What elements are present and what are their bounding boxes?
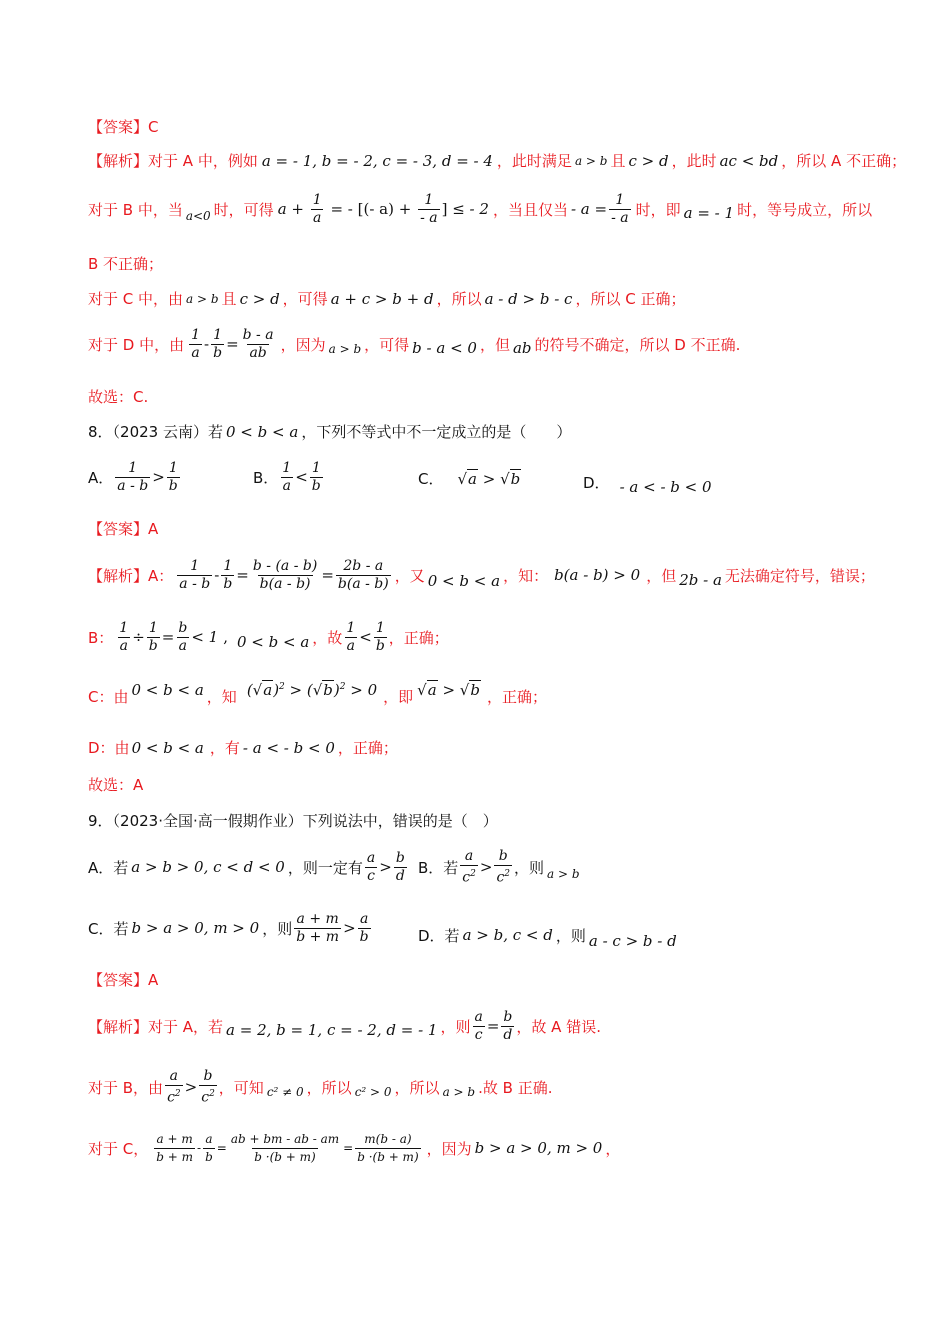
q9-answer: 【答案】A [88, 971, 159, 989]
q8-solution-d: D：由 0 < b < a ，有 - a < - b < 0 ，正确； [88, 738, 398, 757]
q9-option-d: D．若 a > b, c < d ，则 a - c > b - d [418, 926, 677, 950]
q9-solution-c: 对于 C， $\frac{a + m}{b + m}$ - $\frac{a}{b}$ = $\frac{ab + bm - ab - am}{b \cdot(b + m)}$ = $\frac{m(b - a)}{b \cdot(b + m)}$ ，因为 b > a > 0, m > 0 ， [88, 1131, 621, 1164]
q8-b-result: $\frac{1}{a}$ < $\frac{1}{b}$ [346, 619, 385, 654]
q8-solution-c: C：由 0 < b < a ，知 $(√a)^2 > (√b)^2 > 0$ ，即 √a > √b ，正确； [88, 681, 547, 706]
q8-option-d: D． - a < - b < 0 [583, 473, 712, 496]
q8-c-expression: $(√a)^2 > (√b)^2 > 0$ [246, 681, 378, 699]
q8-stem: 8．（2023 云南）若 0 < b < a ，下列不等式中不一定成立的是（ ） [88, 422, 572, 441]
q7-final: 故选：C. [88, 388, 149, 406]
q8-option-b: B． $\frac{1}{a}$ < $\frac{1}{b}$ [253, 459, 321, 494]
q9-option-b: B．若 $\frac{a}{c^2}$ > $\frac{b}{c^2}$ ，则 a > b [418, 847, 580, 886]
q7-solution-b: 对于 B 中，当 a<0 时，可得 a + $\frac{1}{a}$ = - [(- a) + $\frac{1}{- a}$ ] ≤ - 2 ，当且仅当 - a = $\frac{1}{- a}$ 时，即 a = - 1 时，等号成立，所以 [88, 191, 873, 226]
q7-b-equality: - a = $\frac{1}{- a}$ [570, 191, 629, 226]
q8-option-a: A． $\frac{1}{a - b}$ > $\frac{1}{b}$ [88, 459, 178, 494]
q8-solution-b: B： $\frac{1}{a}$ ÷ $\frac{1}{b}$ = $\frac{b}{a}$ < 1 , 0 < b < a ，故 $\frac{1}{a}$ < $\frac{1}{b}$ ，正确； [88, 619, 449, 654]
q8-a-expression: $\frac{1}{a - b}$ - $\frac{1}{b}$ = $\frac{b - (a - b)}{b(a - b)}$ = $\frac{2b - a}{b(a - b)}$ [179, 557, 389, 592]
q7-answer: 【答案】C [88, 118, 159, 136]
q9-a-expression: $\frac{a}{c}$ = $\frac{b}{d}$ [474, 1008, 513, 1043]
q9-solution-b: 对于 B，由 $\frac{a}{c^2}$ > $\frac{b}{c^2}$ ，可知 c² ≠ 0 ，所以 c² > 0 ，所以 a > b .故 B 正确. [88, 1067, 553, 1106]
q8-final: 故选：A [88, 776, 144, 794]
q9-stem: 9．（2023·全国·高一假期作业）下列说法中，错误的是（ ） [88, 812, 498, 830]
q7-d-expression: $\frac{1}{a}$ - $\frac{1}{b}$ = $\frac{b - a}{ab}$ [191, 326, 274, 361]
q8-answer: 【答案】A [88, 520, 159, 538]
q8-solution-a: 【解析】 A： $\frac{1}{a - b}$ - $\frac{1}{b}$ = $\frac{b - (a - b)}{b(a - b)}$ = $\frac{2b - a}{b(a - b)}$ ，又 0 < b < a ，知： b(a - b) > 0 ，但 2b - a 无法确定符号，错误； [88, 557, 875, 592]
q7-solution-b-cont: B 不正确； [88, 255, 164, 273]
q9-b-expression: $\frac{a}{c^2}$ > $\frac{b}{c^2}$ [167, 1067, 215, 1106]
q9-solution-a: 【解析】 对于 A，若 a = 2, b = 1, c = - 2, d = - 1 ，则 $\frac{a}{c}$ = $\frac{b}{d}$ ，故 A 错误. [88, 1008, 601, 1043]
q9-option-a: A．若 a > b > 0, c < d < 0 ，则一定有 $\frac{a}{c}$ > $\frac{b}{d}$ [88, 849, 405, 884]
q7-b-expression: a + $\frac{1}{a}$ = - [(- a) + $\frac{1}{- a}$ ] ≤ - 2 [277, 191, 489, 226]
q7-solution-c: 对于 C 中，由 a > b 且 c > d ，可得 a + c > b + d ，所以 a - d > b - c ，所以 C 正确； [88, 289, 686, 308]
q8-b-expression: $\frac{1}{a}$ ÷ $\frac{1}{b}$ = $\frac{b}{a}$ < 1 [119, 619, 219, 654]
q9-c-expression: $\frac{a + m}{b + m}$ - $\frac{a}{b}$ = $\frac{ab + bm - ab - am}{b \cdot(b + m)}$ = $\frac{m(b - a)}{b \cdot(b + m)}$ [156, 1131, 419, 1164]
q7-solution-a: 【解析】 对于 A 中，例如 a = - 1, b = - 2, c = - 3, d = - 4 ，此时满足 a > b 且 c > d ，此时 ac < bd ，所以 A 不正确； [88, 151, 907, 170]
q9-option-c: C．若 b > a > 0, m > 0 ，则 $\frac{a + m}{b + m}$ > $\frac{a}{b}$ [88, 910, 369, 945]
q8-c-result: √a > √b [417, 681, 480, 699]
q7-solution-d: 对于 D 中，由 $\frac{1}{a}$ - $\frac{1}{b}$ = $\frac{b - a}{ab}$ ，因为 a > b ，可得 b - a < 0 ，但 ab 的符号不确定，所以 D 不正确. [88, 326, 741, 361]
q8-option-c: C． √a > √b [418, 469, 521, 488]
